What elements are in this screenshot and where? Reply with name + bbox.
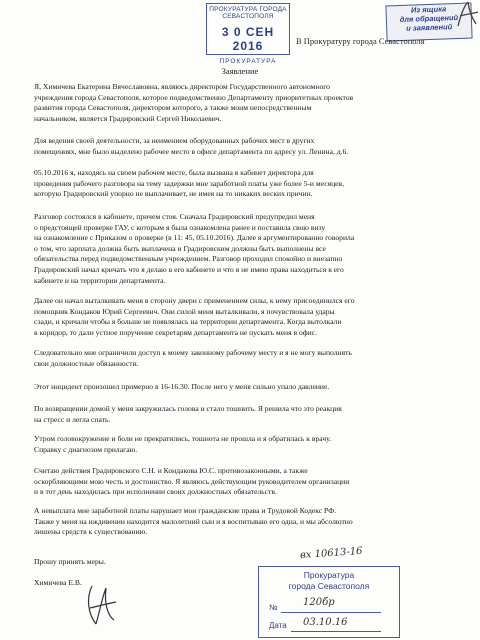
stamp-footer-text: ПРОКУРАТУРА	[219, 58, 277, 65]
stamp-date-value: 03.10.16	[303, 617, 348, 628]
stamp-date-line	[291, 631, 381, 632]
text-line: обязательства перед подведомственным учреждением. Разговор проходил спокойно и внезапно	[34, 254, 343, 264]
mailbox-stamp-line2: для обращений	[399, 12, 459, 25]
paragraph-10	[34, 466, 444, 498]
text-line: Справку с диагнозом прилагаю.	[34, 444, 138, 454]
text-line: начальником, является Градировский Сергей Николаевич.	[34, 113, 222, 123]
registration-stamp	[206, 3, 290, 65]
handwritten-signature	[82, 580, 122, 630]
text-line: Я, Химичева Екатерина Вячеславовна, являюсь директором Государственного автономного	[34, 82, 330, 91]
text-line: о предстоящей проверке ГАУ, с которым я была ознакомлена ранее и поставила свою визу	[34, 222, 326, 232]
document-title: Заявление	[221, 66, 259, 76]
text-line: Разговор состоялся в кабинете, причем стоя. Сначала Градировский предупредил меня	[34, 212, 315, 221]
paragraph-11	[34, 506, 444, 538]
stamp-org-line1: Прокуратура	[303, 570, 355, 580]
paragraph-6	[34, 348, 444, 369]
paragraph-2	[34, 136, 444, 157]
paragraph-7	[34, 382, 444, 393]
text-line: развития города Севастополя, директором которого, а также моим непосредственным	[34, 103, 312, 113]
closing-request: Прошу принять меры.	[34, 557, 106, 566]
text-line: Градировский начал кричать что я делаю в его кабинете и что я не имею права находиться в его	[34, 264, 344, 274]
handwritten-mark	[454, 0, 480, 30]
text-line: помощник Кондаков Юрий Сергеевич. Они силой меня выталкивали, я почувствовала удары	[34, 306, 335, 316]
text-line: кабинете и на территории департамента.	[34, 275, 166, 285]
prosecutor-stamp	[258, 566, 400, 638]
text-line: Далее он начал выталкивать меня в сторону двери с применением силы, к нему присоединился его	[34, 296, 355, 305]
text-line: По возвращении домой у меня закружилась голова и стало тошнить. Я решила что это реакция	[34, 404, 342, 413]
text-line: А невыплата мне заработной платы нарушает мои гражданские права и Трудовой Кодекс РФ.	[34, 506, 336, 515]
text-line: оскорбляющими мою честь и достоинство. Я являюсь действующим руководителем организации	[34, 476, 350, 486]
text-line: лишены средств к существованию.	[34, 527, 148, 537]
paragraph-5	[34, 296, 444, 338]
stamp-number-label: №	[269, 603, 278, 612]
text-line: сзади, и кричали чтобы я больше не появлялась на территории департамента. Когда вытолкали	[34, 317, 342, 327]
text-line: помещениях, мне было выделено рабочее место в офисе департамента по адресу ул. Ленина, д.6.	[34, 146, 349, 156]
stamp-date-label: Дата	[269, 621, 287, 630]
text-line: свои должностные обязанности.	[34, 358, 139, 368]
addressee: В Прокуратуру города Севастополя	[296, 36, 425, 46]
text-line: которую Градировский упорно не выплачивает, не имея на то никаких веских причин.	[34, 189, 313, 199]
text-line: Утром головокружение и боли не прекратились, тошнота не прошла и я обратилась к врачу.	[34, 434, 332, 443]
text-line: на ознакомление с Приказом о проверке (в 11: 45, 05.10.2016). Далее я аргументированно говорила	[34, 233, 355, 243]
stamp-date: 3 0 СЕН 2016	[221, 25, 275, 53]
text-line: учреждения города Севастополя, которое подведомственно Департаменту приоритетных проектов	[34, 92, 354, 102]
signer-name: Химичева Е.В.	[34, 578, 82, 587]
paragraph-9	[34, 434, 444, 455]
text-line: Также у меня на иждивении находится малолетний сын и я воспитываю его одна, и мы абсолютно	[34, 516, 353, 526]
text-line: Этот инцидент произошел примерно в 16-16.30. После него у меня сильно упало давление.	[34, 382, 330, 391]
text-line: и в тот день находилась при исполнении своих должностных обязательств.	[34, 487, 277, 497]
stamp-org-text: ПРОКУРАТУРА ГОРОДА СЕВАСТОПОЛЯ	[209, 6, 287, 20]
stamp-number-line	[281, 612, 381, 613]
paragraph-1	[34, 82, 444, 124]
text-line: о том, что зарплата должна быть выплачена и Градировским должны быть выполнены все	[34, 243, 326, 253]
paragraph-3	[34, 168, 444, 200]
mailbox-stamp-line1: Из ящика	[410, 4, 447, 15]
text-line: Следовательно мне ограничили доступ к моему законному рабочему месту и я не могу выполнять	[34, 348, 352, 357]
text-line: Для ведения своей деятельности, за неимением оборудованных рабочих мест в других	[34, 136, 315, 145]
text-line: Считаю действия Градировского С.Н. и Кондакова Ю.С. противозаконными, а также	[34, 466, 308, 475]
paragraph-4	[34, 212, 444, 286]
stamp-number-value: 120бр	[303, 597, 335, 608]
paragraph-8	[34, 404, 444, 425]
text-line: 05.10.2016 я, находясь на своем рабочем месте, была вызвана в кабинет директора для	[34, 168, 314, 177]
text-line: на стресс и легла спать.	[34, 414, 111, 424]
text-line: в коридор, то дали устное поручение секретарям департамента не пускать меня в офис.	[34, 327, 318, 337]
handwritten-reference: вх 10613-16	[299, 545, 363, 562]
stamp-org-line2: города Севастополя	[288, 581, 370, 591]
text-line: проведения рабочего разговора на тему задержки мне заработной платы уже более 5-и месяцев,	[34, 178, 345, 188]
mailbox-stamp-line3: и заявлений	[406, 22, 453, 33]
